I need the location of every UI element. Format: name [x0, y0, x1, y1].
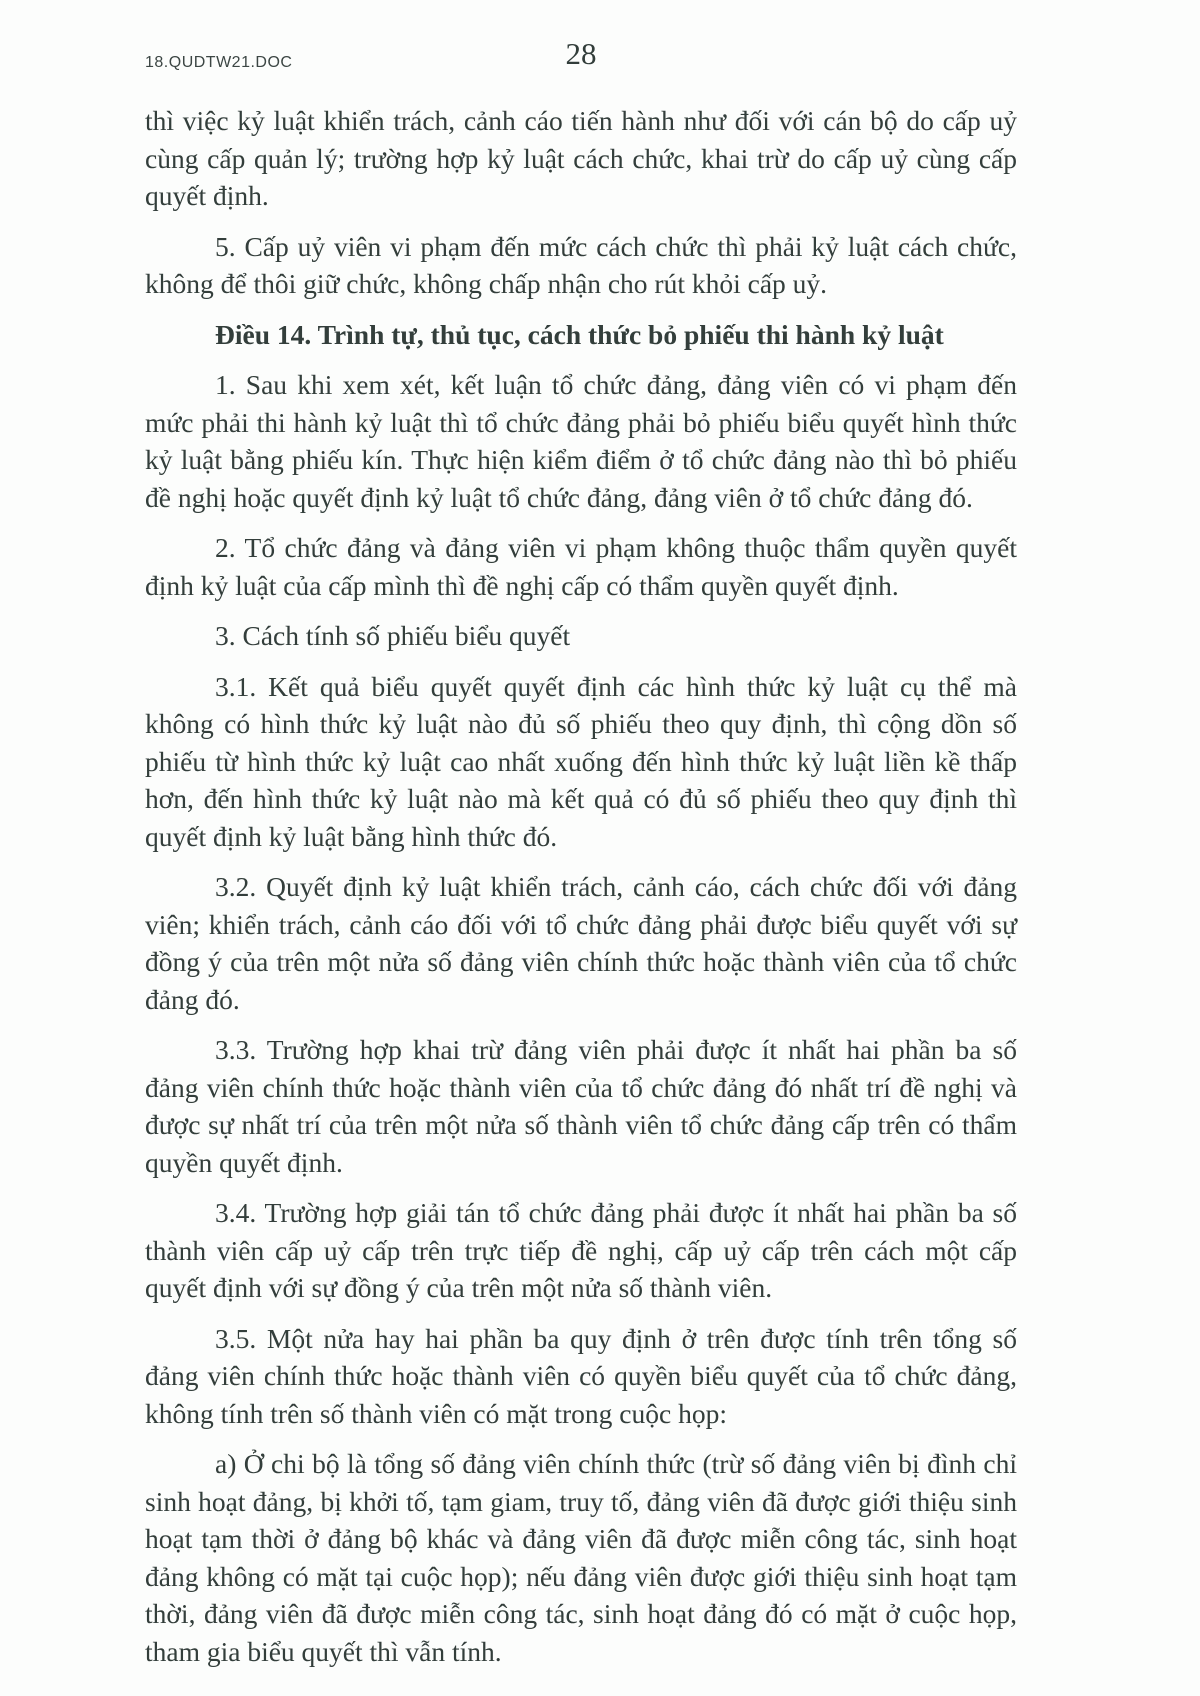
paragraph: 3.5. Một nửa hay hai phần ba quy định ở trên được tính trên tổng số đảng viên chính thức hoặc thành viên có quyền biểu quyết của tổ chức đảng, không tính trên số thành viên có mặt trong cuộc họp: [145, 1322, 1017, 1429]
article-heading: Điều 14. Trình tự, thủ tục, cách thức bỏ phiếu thi hành kỷ luật [215, 318, 944, 350]
paragraph: 5. Cấp uỷ viên vi phạm đến mức cách chức thì phải kỷ luật cách chức, không để thôi giữ chức, không chấp nhận cho rút khỏi cấp uỷ. [145, 230, 1017, 299]
document-body [145, 102, 1017, 1683]
page-number: 28 [565, 36, 597, 71]
paragraph: 3.1. Kết quả biểu quyết quyết định các hình thức kỷ luật cụ thể mà không có hình thức kỷ luật nào đủ số phiếu theo quy định, thì cộng dồn số phiếu từ hình thức kỷ luật cao nhất xuống đến hình thức kỷ luật liền kề thấp hơn, đến hình thức kỷ luật nào mà kết quả có đủ số phiếu theo quy định thì quyết định kỷ luật bằng hình thức đó. [145, 670, 1017, 852]
paragraph: 2. Tổ chức đảng và đảng viên vi phạm không thuộc thẩm quyền quyết định kỷ luật của cấp mình thì đề nghị cấp có thẩm quyền quyết định. [145, 532, 1017, 601]
paragraph: 3.4. Trường hợp giải tán tổ chức đảng phải được ít nhất hai phần ba số thành viên cấp uỷ cấp trên trực tiếp đề nghị, cấp uỷ cấp trên cách một cấp quyết định với sự đồng ý của trên một nửa số thành viên. [145, 1197, 1017, 1303]
document-reference: 18.QUDTW21.DOC [145, 54, 293, 71]
paragraph: 1. Sau khi xem xét, kết luận tổ chức đảng, đảng viên có vi phạm đến mức phải thi hành kỷ luật thì tổ chức đảng phải bỏ phiếu biểu quyết hình thức kỷ luật bằng phiếu kín. Thực hiện kiểm điểm ở tổ chức đảng nào thì bỏ phiếu đề nghị hoặc quyết định kỷ luật tổ chức đảng, đảng viên ở tổ chức đảng đó. [145, 369, 1017, 513]
paragraph: 3.3. Trường hợp khai trừ đảng viên phải được ít nhất hai phần ba số đảng viên chính thức hoặc thành viên của tổ chức đảng đó nhất trí đề nghị và được sự nhất trí của trên một nửa số thành viên tổ chức đảng cấp trên có thẩm quyền quyết định. [145, 1034, 1017, 1178]
paragraph: a) Ở chi bộ là tổng số đảng viên chính thức (trừ số đảng viên bị đình chỉ sinh hoạt đảng, bị khởi tố, tạm giam, truy tố, đảng viên đã được giới thiệu sinh hoạt tạm thời ở đảng bộ khác và đảng viên đã được miễn công tác, sinh hoạt đảng không có mặt tại cuộc họp); nếu đảng viên được giới thiệu sinh hoạt tạm thời, đảng viên đã được miễn công tác, sinh hoạt đảng đó có mặt ở cuộc họp, tham gia biểu quyết thì vẫn tính. [145, 1448, 1017, 1667]
paragraph: 3. Cách tính số phiếu biểu quyết [215, 620, 571, 651]
paragraph: thì việc kỷ luật khiển trách, cảnh cáo tiến hành như đối với cán bộ do cấp uỷ cùng cấp quản lý; trường hợp kỷ luật cách chức, khai trừ do cấp uỷ cùng cấp quyết định. [145, 105, 1017, 211]
paragraph: 3.2. Quyết định kỷ luật khiển trách, cảnh cáo, cách chức đối với đảng viên; khiển trách, cảnh cáo đối với tổ chức đảng phải được biểu quyết với sự đồng ý của trên một nửa số đảng viên chính thức hoặc thành viên của tổ chức đảng đó. [145, 871, 1017, 1015]
